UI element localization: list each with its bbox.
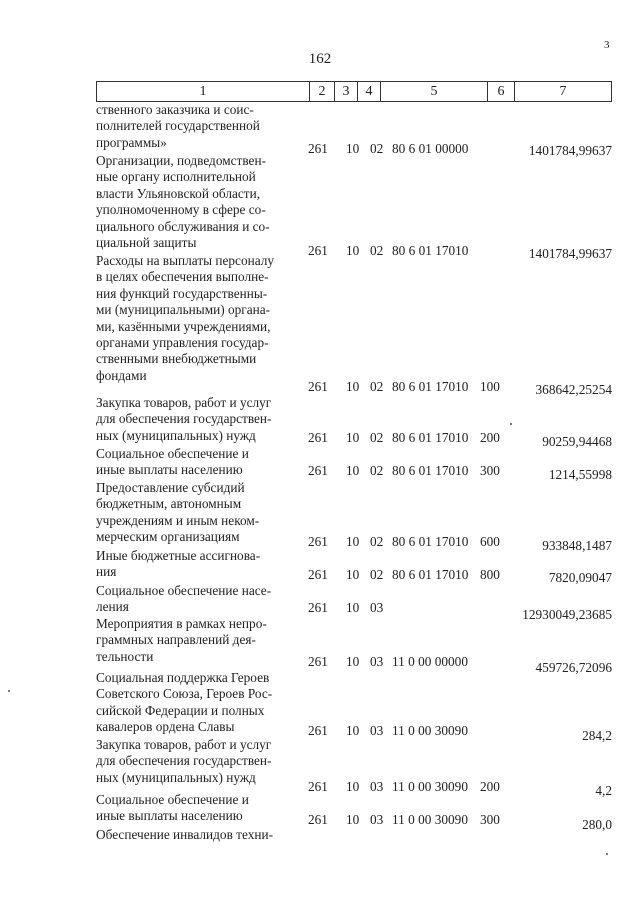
row-description: Организации, подведомствен- ные органу исполнительной власти Ульяновской области, уполномоченному в сфере со- циального обслуживания и со- циальной защиты [96, 153, 270, 251]
row-col-3: 10 [346, 534, 360, 549]
row-description: Социальная поддержка Героев Советского Союза, Героев Рос- сийской Федерации и полных кавалеров ордена Славы [96, 670, 273, 735]
row-description: Социальное обеспечение и иные выплаты населению [96, 446, 249, 478]
row-description: Иные бюджетные ассигнова- ния [96, 548, 261, 580]
row-col-5: 11 0 00 30090 [392, 812, 468, 827]
row-col-2: 261 [308, 463, 328, 478]
row-col-2: 261 [308, 812, 328, 827]
header-col-1: 1 [97, 82, 310, 102]
row-col-6: 200 [480, 430, 500, 445]
row-description: Расходы на выплаты персоналу в целях обеспечения выполне- ния функций государственны- ми (муниципальными) органа- ми, казёнными учреждениями, органами управления государ- ственными внебюджетными фондами [96, 253, 275, 383]
row-amount: 7820,09047 [548, 570, 612, 585]
row-col-5: 80 6 01 17010 [392, 243, 469, 258]
row-col-4: 02 [370, 463, 384, 478]
row-col-3: 10 [346, 654, 360, 669]
row-col-5: 11 0 00 30090 [392, 723, 468, 738]
row-col-5: 80 6 01 17010 [392, 430, 469, 445]
row-col-5: 11 0 00 00000 [392, 654, 468, 669]
row-col-5: 80 6 01 17010 [392, 379, 469, 394]
page-number: 162 [308, 51, 332, 67]
row-col-5: 80 6 01 00000 [392, 141, 469, 156]
header-col-6: 6 [488, 82, 515, 102]
row-col-6: 600 [480, 534, 500, 549]
row-col-2: 261 [308, 779, 328, 794]
row-description: Мероприятия в рамках непро- граммных направлений дея- тельности [96, 616, 267, 664]
row-col-2: 261 [308, 723, 328, 738]
row-col-5: 80 6 01 17010 [392, 567, 469, 582]
row-col-3: 10 [346, 779, 360, 794]
corner-mark: 3 [604, 39, 610, 51]
row-description: Закупка товаров, работ и услуг для обеспечения государствен- ных (муниципальных) нужд [96, 395, 272, 443]
row-col-4: 02 [370, 534, 384, 549]
scan-speck [606, 853, 608, 855]
row-amount: 1401784,99637 [528, 246, 612, 261]
row-col-6: 300 [480, 812, 500, 827]
header-col-7: 7 [515, 82, 612, 102]
row-col-3: 10 [346, 463, 360, 478]
row-col-4: 02 [370, 141, 384, 156]
row-amount: 933848,1487 [542, 538, 612, 553]
row-description: Предоставление субсидий бюджетным, автономным учреждениям и иным неком- мерческим организациям [96, 480, 260, 545]
row-col-4: 02 [370, 430, 384, 445]
row-col-2: 261 [308, 534, 328, 549]
row-col-2: 261 [308, 654, 328, 669]
header-col-4: 4 [358, 82, 381, 102]
row-col-3: 10 [346, 812, 360, 827]
row-col-4: 02 [370, 243, 384, 258]
row-description: Социальное обеспечение насе- ления [96, 583, 272, 615]
row-col-6: 100 [480, 379, 500, 394]
row-amount: 1214,55998 [548, 467, 612, 482]
row-amount: 1401784,99637 [528, 143, 612, 158]
row-col-3: 10 [346, 379, 360, 394]
row-col-2: 261 [308, 567, 328, 582]
row-description: Социальное обеспечение и иные выплаты населению [96, 792, 249, 824]
row-col-2: 261 [308, 243, 328, 258]
row-amount: 459726,72096 [535, 660, 612, 675]
row-amount: 280,0 [582, 817, 612, 832]
header-col-3: 3 [335, 82, 358, 102]
table-header [96, 81, 612, 102]
row-description: Обеспечение инвалидов техни- [96, 827, 274, 842]
row-amount: 284,2 [582, 728, 612, 743]
row-amount: 12930049,23685 [522, 607, 612, 622]
row-col-4: 03 [370, 600, 384, 615]
row-col-4: 02 [370, 567, 384, 582]
row-col-4: 03 [370, 779, 384, 794]
row-col-5: 80 6 01 17010 [392, 534, 469, 549]
scan-speck [510, 423, 512, 425]
row-col-4: 03 [370, 654, 384, 669]
row-amount: 90259,94468 [542, 434, 612, 449]
row-amount: 4,2 [595, 783, 612, 798]
scan-speck [8, 690, 10, 692]
row-description: ственного заказчика и соис- полнителей государственной программы» [96, 102, 260, 150]
row-col-4: 03 [370, 812, 384, 827]
row-col-4: 03 [370, 723, 384, 738]
row-description: Закупка товаров, работ и услуг для обеспечения государствен- ных (муниципальных) нужд [96, 737, 272, 785]
row-col-5: 11 0 00 30090 [392, 779, 468, 794]
row-col-3: 10 [346, 567, 360, 582]
row-col-6: 200 [480, 779, 500, 794]
row-col-6: 300 [480, 463, 500, 478]
row-col-3: 10 [346, 600, 360, 615]
header-col-2: 2 [310, 82, 335, 102]
row-amount: 368642,25254 [535, 382, 612, 397]
row-col-4: 02 [370, 379, 384, 394]
row-col-2: 261 [308, 600, 328, 615]
row-col-3: 10 [346, 430, 360, 445]
row-col-6: 800 [480, 567, 500, 582]
row-col-3: 10 [346, 243, 360, 258]
row-col-2: 261 [308, 430, 328, 445]
row-col-3: 10 [346, 723, 360, 738]
header-col-5: 5 [381, 82, 488, 102]
row-col-5: 80 6 01 17010 [392, 463, 469, 478]
row-col-2: 261 [308, 141, 328, 156]
row-col-3: 10 [346, 141, 360, 156]
row-col-2: 261 [308, 379, 328, 394]
